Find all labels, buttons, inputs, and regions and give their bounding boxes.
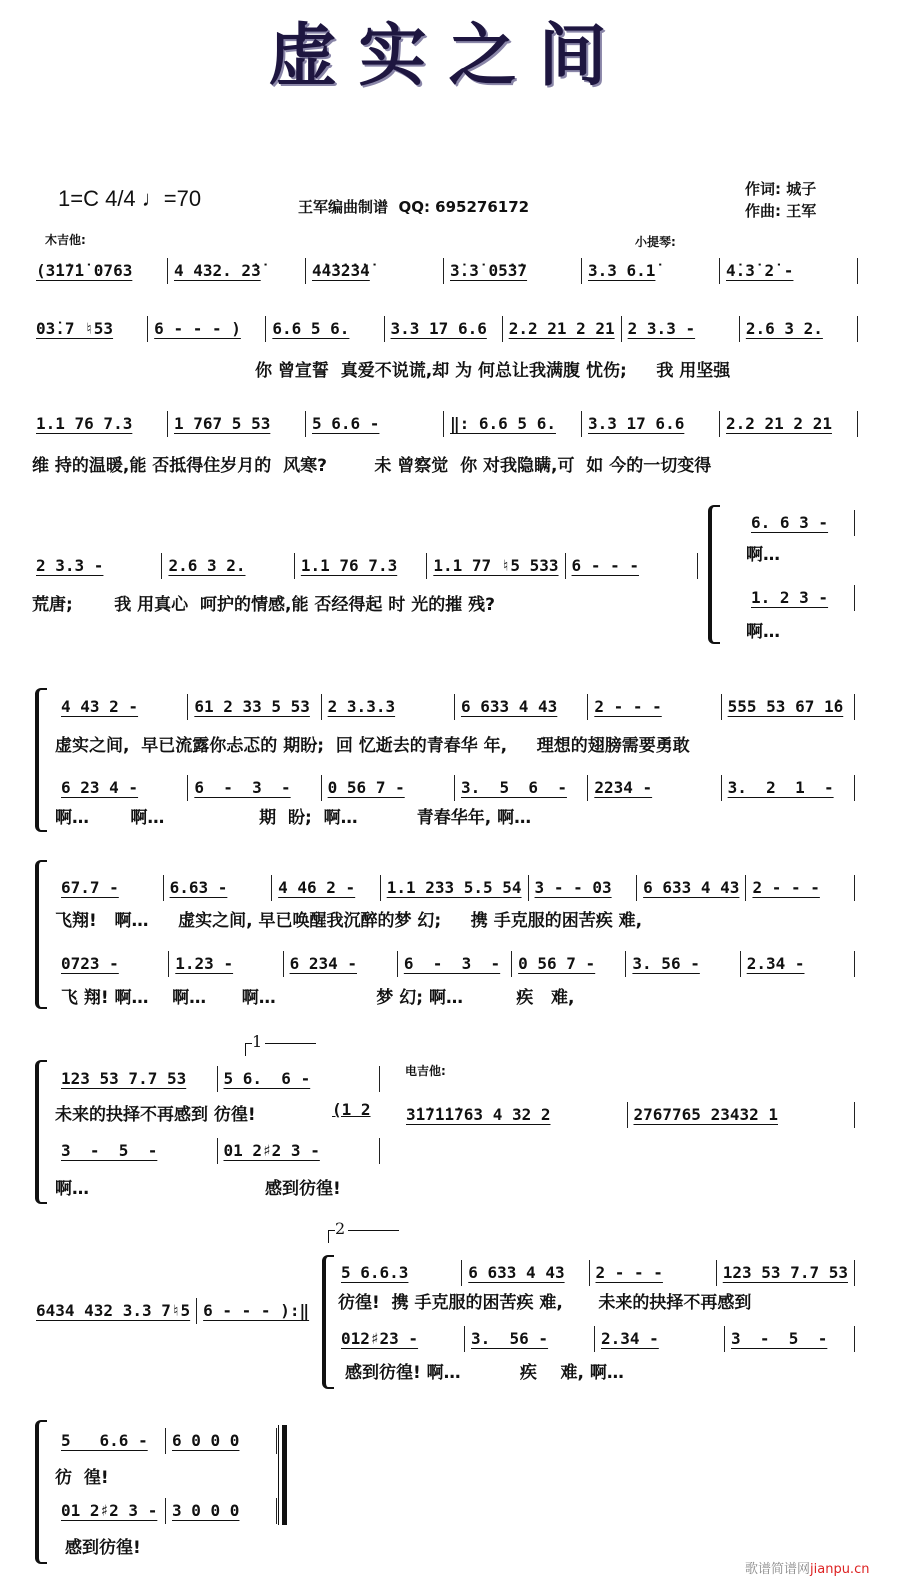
notation-row-s5_up [55, 694, 855, 720]
notation-row-s6_up [55, 875, 855, 901]
lyric-line: 感到彷徨! [65, 1538, 141, 1558]
measure: 3 - - 03 [529, 875, 638, 901]
measure: 03̇.7 ♮53 [30, 316, 148, 342]
measure: 5 6. 6 - [218, 1066, 381, 1092]
measure: 2 - - - [590, 1260, 717, 1286]
measure: 3 - 5 - [55, 1138, 218, 1164]
lyric-line: 飞翔! 啊… 虚实之间, 早已唤醒我沉醉的梦 幻; 携 手克服的困苦疾 难, [55, 911, 643, 931]
volta-second-ending [328, 1219, 399, 1243]
measure: ‖: 6.6 5 6. [444, 411, 582, 437]
key-tempo: 1=C 4/4 ♩=70 [58, 186, 202, 211]
notation-row-r1 [30, 258, 858, 284]
measure: 6 633 4 43 [637, 875, 746, 901]
composer-credit: 作曲: 王军 [745, 202, 817, 220]
measure: 3. 56 - [465, 1326, 595, 1352]
notation-row-s6_low [55, 951, 855, 977]
measure: 4 46 2 - [272, 875, 381, 901]
lyric-line: 荒唐; 我 用真心 呵护的情感,能 否经得起 时 光的摧 残? [32, 595, 495, 615]
measure: 3. 2 1 - [722, 775, 855, 801]
lyric-line: 飞 翔! 啊… 啊… 啊… 梦 幻; 啊… 疾 难, [55, 988, 575, 1008]
measure: 3.3 17 6.6 [582, 411, 720, 437]
lyric-line: 彷 徨! [55, 1468, 109, 1488]
measure: 123 53 7.7 53 [55, 1066, 218, 1092]
lyric-line: 感到彷徨! 啊… 疾 难, 啊… [345, 1363, 624, 1383]
pickup-notes: (1 2 [332, 1100, 371, 1119]
notation-row-s7_up [55, 1066, 380, 1092]
measure: 2 3.3 - [622, 316, 740, 342]
measure: 1 767 5 53 [168, 411, 306, 437]
measure: 0723 - [55, 951, 169, 977]
measure: 6 633 4 43 [462, 1260, 589, 1286]
watermark-domain: jianpu.cn [810, 1562, 870, 1577]
notation-row-s9_up [55, 1428, 277, 1454]
lyric-line: 感到彷徨! [265, 1179, 341, 1199]
notation-row-r4b_up [745, 510, 855, 536]
system-bracket [708, 505, 720, 644]
measure: 3.3 6.1̇ [582, 258, 720, 284]
measure: 4 432. 2̇3̇ [168, 258, 306, 284]
measure: 2 3.3.3 [322, 694, 455, 720]
measure: (3̇1̇7̇1̇ 0763 [30, 258, 168, 284]
measure: 5 6.6 - [55, 1428, 166, 1454]
measure: 6 - - - [566, 553, 698, 579]
measure: 3̇.3̇ 05̇3̇7 [444, 258, 582, 284]
measure: 2 - - - [588, 694, 721, 720]
measure: 01 2♯2 3 - [55, 1498, 166, 1524]
arranger-credit: 王军编曲制谱 QQ: 695276172 [298, 198, 530, 216]
volta-first-ending [245, 1032, 316, 1056]
watermark [745, 1558, 869, 1577]
lyric-line: 啊… [55, 1179, 89, 1199]
measure: 2.6 3 2. [162, 553, 294, 579]
final-barline [278, 1425, 287, 1525]
notation-row-s5_low [55, 775, 855, 801]
measure: 2.2 21 2 21 [720, 411, 858, 437]
measure: 1.1 77 ♮5 533 [427, 553, 565, 579]
system-bracket [35, 1060, 47, 1204]
measure: 6.63 - [164, 875, 273, 901]
notation-row-s8_low [335, 1326, 855, 1352]
lyric-line: 维 持的温暖,能 否抵得住岁月的 风寒? 未 曾察觉 你 对我隐瞒,可 如 今的一切变得 [32, 456, 712, 476]
measure: 2234 - [588, 775, 721, 801]
measure: 2.34 - [595, 1326, 725, 1352]
measure: 123 53 7.7 53 [717, 1260, 855, 1286]
measure: 2.34 - [741, 951, 855, 977]
measure: 6 234 - [284, 951, 398, 977]
notation-row-s7_guitar [400, 1102, 855, 1128]
lyric-line: 彷徨! 携 手克服的困苦疾 难, 未来的抉择不再感到 [338, 1293, 752, 1313]
measure: 2 - - - [746, 875, 855, 901]
system-bracket [35, 860, 47, 1009]
measure: 3 0 0 0 [166, 1498, 277, 1524]
notation-row-r8 [30, 1298, 330, 1324]
instrument-acoustic-guitar: 木吉他: [45, 233, 86, 247]
notation-row-r3 [30, 411, 858, 437]
lyric-line: 你 曾宣誓 真爱不说谎,却 为 何总让我满腹 忧伤; 我 用坚强 [255, 361, 731, 381]
measure: 6 - - - ) [148, 316, 266, 342]
lyric-line: 啊… [746, 622, 780, 642]
system-bracket [35, 688, 47, 832]
measure: 6 - - - ):‖ [203, 1301, 310, 1320]
measure: 1. 2 3 - [745, 585, 855, 611]
song-title: 虚实之间 [268, 16, 629, 96]
measure: 6 633 4 43 [455, 694, 588, 720]
notation-row-s9_low [55, 1498, 277, 1524]
measure: 2.6 3 2. [740, 316, 858, 342]
volta-number: 2 [335, 1219, 348, 1238]
lyric-line: 虚实之间, 早已流露你忐忑的 期盼; 回 忆逝去的青春华 年, 理想的翅膀需要勇敢 [55, 736, 690, 756]
measure: 6 23 4 - [55, 775, 188, 801]
lyric-line: 啊… [746, 545, 780, 565]
measure: 3̇1̇7̇1̇1̇763 4 32 2 [400, 1102, 628, 1128]
measure: 4 43 2 - [55, 694, 188, 720]
measure: 1.1 76 7.3 [30, 411, 168, 437]
measure: 6434 432 3.3 7♮5 [30, 1298, 197, 1324]
measure: 1.23 - [169, 951, 283, 977]
watermark-site: 歌谱简谱网 [745, 1562, 811, 1577]
measure: 6 - 3 - [188, 775, 321, 801]
measure: 555 53 67 1̇6 [722, 694, 855, 720]
measure: 3. 5 6 - [455, 775, 588, 801]
measure: 6 0 0 0 [166, 1428, 277, 1454]
system-bracket [35, 1420, 47, 1564]
measure: 2.2 21 2 21 [503, 316, 622, 342]
measure: 6. 6 3 - [745, 510, 855, 536]
lyricist-credit: 作词: 城子 [745, 180, 817, 198]
measure: 5 6.6 - [306, 411, 444, 437]
measure: 4̇.3̇ 2̇ - [720, 258, 858, 284]
measure: 01 2♯2 3 - [218, 1138, 381, 1164]
notation-row-r2 [30, 316, 858, 342]
notation-row-s7_low [55, 1138, 380, 1164]
measure: 1.1 233 5.5 54 [381, 875, 529, 901]
measure: 6 - 3 - [398, 951, 512, 977]
measure: 3.3 17 6.6 [385, 316, 503, 342]
measure: 4̇4̇3̇2̇3̇4̇ [306, 258, 444, 284]
measure: 012♯23 - [335, 1326, 465, 1352]
measure: 3 - 5 - [725, 1326, 855, 1352]
measure: 1.1 76 7.3 [295, 553, 427, 579]
measure: 2 3.3 - [30, 553, 162, 579]
notation-row-r4b_low [745, 585, 855, 611]
notation-row-r4 [30, 553, 698, 579]
lyric-line: 啊… 啊… 期 盼; 啊… 青春华年, 啊… [55, 808, 532, 828]
measure: 6.6 5 6. [266, 316, 384, 342]
measure: 5 6.6.3 [335, 1260, 462, 1286]
measure: 0 56 7 - [322, 775, 455, 801]
volta-number: 1 [252, 1032, 265, 1051]
instrument-violin: 小提琴: [635, 235, 676, 249]
measure: 67.7 - [55, 875, 164, 901]
measure: 0 56 7 - [512, 951, 626, 977]
lyric-line: 未来的抉择不再感到 彷徨! [55, 1105, 256, 1125]
measure: 2767765 23432 1 [628, 1102, 856, 1128]
measure: 3. 56 - [626, 951, 740, 977]
notation-row-s8_up [335, 1260, 855, 1286]
instrument-electric-guitar: 电吉他: [405, 1064, 446, 1078]
measure: 61 2 33 5 53 [188, 694, 321, 720]
